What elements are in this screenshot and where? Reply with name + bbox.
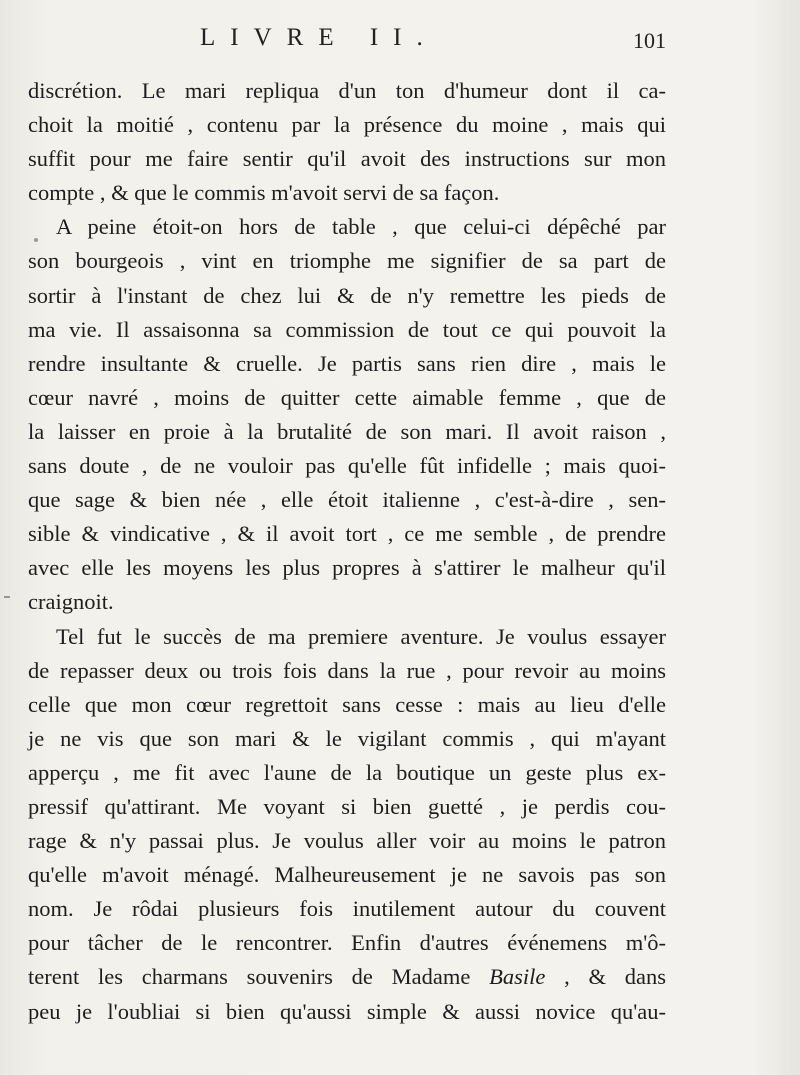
body-text [28,74,666,1029]
margin-speck [4,596,10,598]
italic-name: Basile [489,964,546,990]
text-line: son bourgeois , vint en triomphe me signifier de sa part de [28,248,666,274]
text-line: terent les charmans souvenirs de Madame Basile , & dans [28,964,666,990]
text-line: la laisser en proie à la brutalité de son mari. Il avoit raison , [28,418,666,444]
text-line: craignoit. [28,589,114,615]
text-line: celle que mon cœur regrettoit sans cesse : mais au lieu d'elle [28,691,666,717]
text-line: choit la moitié , contenu par la présence du moine , mais qui [28,112,666,138]
text-line: suffit pour me faire sentir qu'il avoit des instructions sur mon [28,146,666,172]
text-line: sible & vindicative , & il avoit tort , ce me semble , de prendre [28,521,666,547]
text-line: rage & n'y passai plus. Je voulus aller voir au moins le patron [28,828,666,854]
margin-speck [34,238,38,242]
running-head: LIVRE II. [200,24,438,51]
text-line: sortir à l'instant de chez lui & de n'y remettre les pieds de [28,282,666,308]
text-line: Tel fut le succès de ma premiere aventure. Je voulus essayer [56,623,666,649]
text-line: que sage & bien née , elle étoit italienne , c'est-à-dire , sen- [28,487,666,513]
page-number: 101 [633,28,666,53]
text-line: compte , & que le commis m'avoit servi de sa façon. [28,180,500,206]
text-line: ma vie. Il assaisonna sa commission de tout ce qui pouvoit la [28,316,666,342]
text-line: qu'elle m'avoit ménagé. Malheureusement je ne savois pas son [28,862,666,888]
text-line: pressif qu'attirant. Me voyant si bien guetté , je perdis cou- [28,793,666,819]
text-line: rendre insultante & cruelle. Je partis sans rien dire , mais le [28,350,666,376]
text-line: avec elle les moyens les plus propres à s'attirer le malheur qu'il [28,555,666,581]
text-line: peu je l'oubliai si bien qu'aussi simple & aussi novice qu'au- [28,998,666,1024]
text-line: discrétion. Le mari repliqua d'un ton d'humeur dont il ca- [28,78,666,103]
text-line: apperçu , me fit avec l'aune de la boutique un geste plus ex- [28,759,666,785]
text-line: je ne vis que son mari & le vigilant commis , qui m'ayant [28,725,666,751]
text-line: A peine étoit-on hors de table , que celui-ci dépêché par [56,214,666,240]
text-line: sans doute , de ne vouloir pas qu'elle fût infidelle ; mais quoi- [28,453,666,479]
text-line: nom. Je rôdai plusieurs fois inutilement autour du couvent [28,896,666,922]
text-line: pour tâcher de le rencontrer. Enfin d'autres événemens m'ô- [28,930,666,956]
text-line: cœur navré , moins de quitter cette aimable femme , que de [28,384,666,410]
text-line: de repasser deux ou trois fois dans la rue , pour revoir au moins [28,657,666,683]
